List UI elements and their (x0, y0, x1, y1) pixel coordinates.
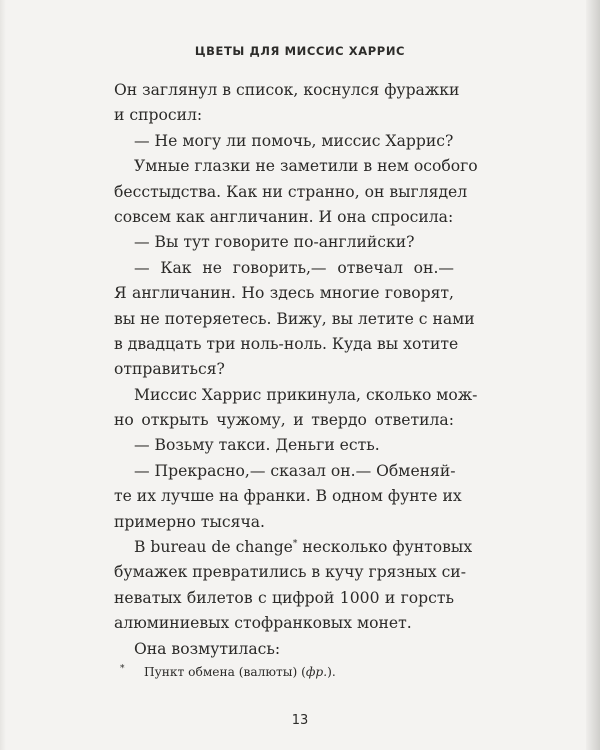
foreign-phrase: В bureau de change (134, 538, 293, 557)
running-head: ЦВЕТЫ ДЛЯ МИССИС ХАРРИС (194, 44, 406, 58)
text-line: алюминиевых стофранковых монет. (114, 614, 412, 633)
text-line: бесстыдства. Как ни странно, он выглядел (114, 182, 468, 201)
text-fragment: несколько фунтовых (302, 538, 473, 557)
page-number: 13 (291, 713, 309, 728)
text-line: бумажек превратились в кучу грязных си- (114, 563, 466, 582)
text-line: неватых билетов с цифрой 1000 и горсть (114, 588, 454, 607)
text-line: совсем как англичанин. И она спросила: (114, 207, 454, 226)
text-line: и спросил: (114, 106, 203, 125)
footnote-text-end: ). (327, 665, 336, 679)
text-line: Она возмутилась: (134, 639, 281, 658)
footnote-language-abbrev: фр. (305, 665, 328, 679)
text-line: Я англичанин. Но здесь многие говорят, (114, 284, 454, 303)
text-line: — Возьму такси. Деньги есть. (134, 436, 380, 455)
text-line: те их лучше на франки. В одном фунте их (114, 487, 462, 506)
text-line: — Прекрасно,— сказал он.— Обменяй- (134, 461, 456, 480)
text-line: Миссис Харрис прикинула, сколько мож- (134, 385, 478, 404)
text-line: но открыть чужому, и твердо ответила: (114, 411, 454, 430)
text-line: — Вы тут говорите по-английски? (134, 233, 415, 252)
text-line: вы не потеряетесь. Вижу, вы летите с нами (114, 309, 475, 328)
page-edge-shadow (586, 0, 600, 750)
text-line: Он заглянул в список, коснулся фуражки (114, 81, 460, 99)
footnote-text: Пункт обмена (валюты) ( (144, 665, 306, 679)
main-text (114, 78, 478, 662)
footnote-mark: * (120, 664, 125, 674)
text-line: отправиться? (114, 360, 225, 379)
text-line-with-footnote (114, 535, 473, 560)
text-line: примерно тысяча. (114, 512, 266, 531)
footnote-reference: * (292, 539, 298, 550)
text-line: — Как не говорить,— отвечал он.— (134, 258, 454, 277)
text-line: в двадцать три ноль-ноль. Куда вы хотите (114, 334, 459, 353)
text-line: Умные глазки не заметили в нем особого (134, 157, 478, 176)
text-line: — Не могу ли помочь, миссис Харрис? (134, 131, 454, 150)
footnote (120, 664, 460, 679)
page-gutter-shadow (0, 0, 6, 750)
